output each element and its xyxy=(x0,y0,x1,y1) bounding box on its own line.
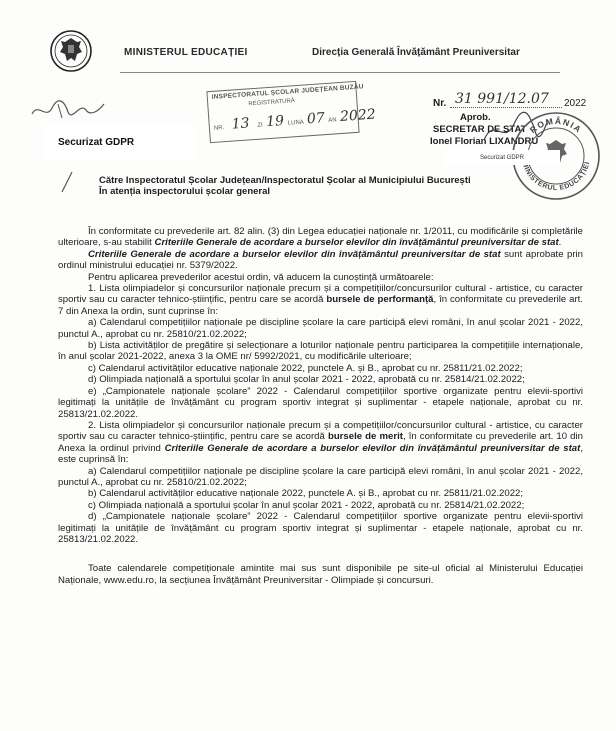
ministry-name: MINISTERUL EDUCAȚIEI xyxy=(124,47,248,58)
approval-name: Ionel Florian LIXANDRU xyxy=(430,136,539,147)
direction-name: Direcția Generală Învățământ Preuniversitar xyxy=(312,47,520,58)
registration-year: 2022 xyxy=(564,98,587,109)
list-1-item-b: b) Lista activităților de pregătire și selecționare a loturilor naționale pentru participarea la competițiile internaționale, în anul școlar 2021-2022, anexa 3 la OME nr/ 5992/2021, cu modificările ulterioare; xyxy=(58,340,583,363)
approval-role: SECRETAR DE STAT xyxy=(433,124,527,135)
list-2-item-a: a) Calendarul competițiilor naționale pe discipline școlare la care participă elevi români, în anul școlar 2021 - 2022, punctul A., aprobat cu nr. 25810/21.02.2022; xyxy=(58,465,583,488)
addressee-line: Către Inspectoratul Școlar Județean/Inspectoratul Școlar al Municipiului București xyxy=(99,175,471,186)
stamp-fields xyxy=(213,107,376,134)
stamp-registry: REGISTRATURĂ xyxy=(248,98,296,108)
paragraph-3: Pentru aplicarea prevederilor acestui ordin, vă aducem la cunoștință următoarele: xyxy=(88,271,434,283)
list-1-item-c: c) Calendarul activităților educative naționale 2022, punctele A. și B., aprobat cu nr. 25811/21.02.2022; xyxy=(88,362,523,374)
registration-number: 31 991/12.07 xyxy=(455,91,549,107)
attention-line: În atenția inspectorului școlar general xyxy=(99,186,271,197)
registration-dots xyxy=(450,107,562,108)
stamp-luna-label: LUNA xyxy=(287,119,304,127)
list-1-item-e: e) „Campionatele naționale școlare” 2022 - Calendarul competițiilor sportive organizate pentru elevii-sportivi legitimați la unitățile de învățământ cu program sportiv integrat și suplimentar - etapele naționale, aprobat cu nr. 25813/21.02.2022. xyxy=(58,385,583,420)
stamp-zi-label: ZI xyxy=(257,122,263,129)
stamp-zi-value: 19 xyxy=(265,112,285,131)
svg-text:MINISTERUL EDUCAȚIEI xyxy=(520,161,591,192)
stamp-luna-value: 07 xyxy=(306,110,326,128)
letter-body xyxy=(58,226,583,586)
registration-label: Nr. xyxy=(433,98,447,109)
registry-stamp xyxy=(206,81,377,143)
paragraph-1: În conformitate cu prevederile art. 82 alin. (3) din Legea educației naționale nr. 1/2011, cu modificările și completările ulterioare, s-au stabilit Criteriile Generale de acordare a burselor elevilor din învățământul preuniversitar de stat. xyxy=(58,226,583,249)
stamp-institution: INSPECTORATUL ȘCOLAR JUDEȚEAN BUZĂU xyxy=(211,83,364,101)
gdpr-redaction-right: Securizat GDPR xyxy=(444,150,560,165)
stamp-an-value: 2022 xyxy=(339,106,377,126)
gdpr-redaction-left: Securizat GDPR xyxy=(44,124,194,160)
handwritten-signature-left xyxy=(28,92,108,126)
list-2-item-c: c) Olimpiada națională a sportului școlar în anul școlar 2021 - 2022, aprobată cu nr. 25814/21.02.2022; xyxy=(88,499,525,511)
list-2-item-b: b) Calendarul activităților educative naționale 2022, punctele A. și B., aprobat cu nr. 25811/21.02.2022; xyxy=(88,488,524,500)
list-1-item-d: d) Olimpiada națională a sportului școlar în anul școlar 2021 - 2022, aprobată cu nr. 25814/21.02.2022; xyxy=(88,374,525,386)
paragraph-2: Criteriile Generale de acordare a burselor elevilor din învățământul preuniversitar de stat sunt aprobate prin ordinul ministrului educației nr. 5379/2022. xyxy=(58,248,583,272)
paragraph-list-2-intro: 2. Lista olimpiadelor și concursurilor naționale precum și a competițiilor/concursurilor cultural - artistice, cu caracter sportiv sau cu caracter tehnico-științific, pentru care se acordă bursele de merit, în conformitate cu prevederile art. 10 din Anexa la ordinul privind Criteriile Generale de acordare a burselor elevilor din învățământul preuniversitar de stat, este cuprinsă în: xyxy=(58,419,583,466)
list-2-item-d: d) „Campionatele naționale școlare” 2022 - Calendarul competițiilor sportive organizate pentru elevii-sportivi legitimați la unitățile de învățământ cu program sportiv integrat și suplimentar - etapele naționale, aprobat cu nr. 25813/21.02.2022. xyxy=(58,511,583,545)
seal-bottom-text: INISTERUL EDUCAȚIEI xyxy=(522,160,592,193)
closing-paragraph: Toate calendarele competiționale amintite mai sus sunt disponibile pe site-ul oficial al Ministerului Educației Naționale, www.edu.ro, la secțiunea Învățământ Preuniversitar - Olimpiade și concursuri. xyxy=(58,563,583,586)
stamp-nr-label: NR. xyxy=(213,125,225,132)
seal-top-text: ROMÂNIA xyxy=(527,115,585,136)
stamp-an-label: AN xyxy=(328,117,337,124)
margin-mark xyxy=(60,170,74,194)
list-1-item-a: a) Calendarul competițiilor naționale pe discipline școlare la care participă elevi români, în anul școlar 2021 - 2022, punctul A., aprobat cu nr. 25810/21.02.2022; xyxy=(58,317,583,340)
approval-label: Aprob. xyxy=(460,112,491,123)
stamp-nr-value: 13 xyxy=(231,115,251,133)
paragraph-list-1-intro: 1. Lista olimpiadelor și concursurilor naționale precum și a competițiilor/concursurilor cultural - artistice, cu caracter sportiv sau cu caracter tehnico-științific, pentru care se acordă bursele de performanță, în conformitate cu prevederile art. 7 din Anexa la ordin, sunt cuprinse în: xyxy=(58,283,583,317)
header-divider xyxy=(120,72,560,73)
coat-of-arms-icon xyxy=(50,30,92,72)
